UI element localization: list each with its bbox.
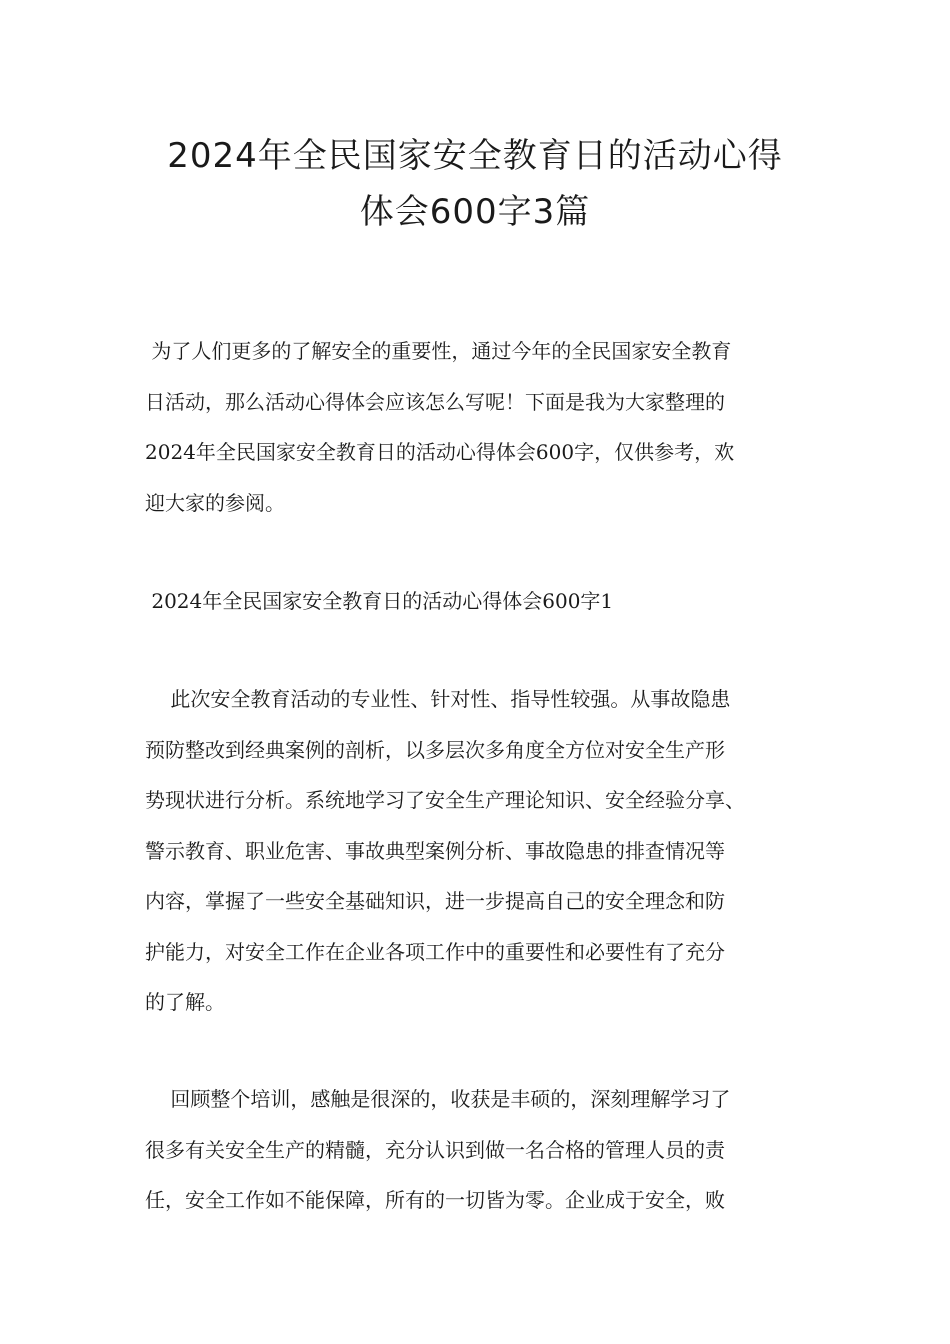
intro-line: 迎大家的参阅。 [145, 490, 285, 515]
paragraph-line: 回顾整个培训，感触是很深的，收获是丰硕的，深刻理解学习了 [145, 1087, 731, 1111]
paragraph-line: 很多有关安全生产的精髓，充分认识到做一名合格的管理人员的责 [145, 1137, 725, 1162]
paragraph-line: 预防整改到经典案例的剖析，以多层次多角度全方位对安全生产形 [145, 737, 725, 762]
paragraph-line: 势现状进行分析。系统地学习了安全生产理论知识、安全经验分享、 [145, 788, 745, 812]
intro-line: 2024年全民国家安全教育日的活动心得体会600字，仅供参考，欢 [145, 440, 735, 464]
document-title [100, 128, 850, 240]
intro-line: 日活动，那么活动心得体会应该怎么写呢！下面是我为大家整理的 [145, 389, 725, 414]
section-heading-text: 2024年全民国家安全教育日的活动心得体会600字1 [145, 589, 614, 613]
intro-line: 为了人们更多的了解安全的重要性，通过今年的全民国家安全教育 [145, 339, 732, 363]
paragraph-line: 警示教育、职业危害、事故典型案例分析、事故隐患的排查情况等 [145, 838, 725, 863]
paragraph-line: 的了解。 [145, 990, 225, 1014]
title-line: 2024年全民国家安全教育日的活动心得 [167, 136, 783, 176]
paragraph-line: 内容，掌握了一些安全基础知识，进一步提高自己的安全理念和防 [145, 889, 725, 913]
intro-paragraph [145, 326, 825, 528]
section-heading [145, 576, 825, 627]
body-paragraph-2 [145, 1074, 825, 1226]
paragraph-line: 任，安全工作如不能保障，所有的一切皆为零。企业成于安全，败 [145, 1188, 725, 1212]
paragraph-line: 此次安全教育活动的专业性、针对性、指导性较强。从事故隐患 [145, 687, 731, 711]
title-line: 体会600字3篇 [359, 192, 591, 232]
paragraph-line: 护能力，对安全工作在企业各项工作中的重要性和必要性有了充分 [145, 939, 725, 964]
body-paragraph-1 [145, 674, 825, 1028]
